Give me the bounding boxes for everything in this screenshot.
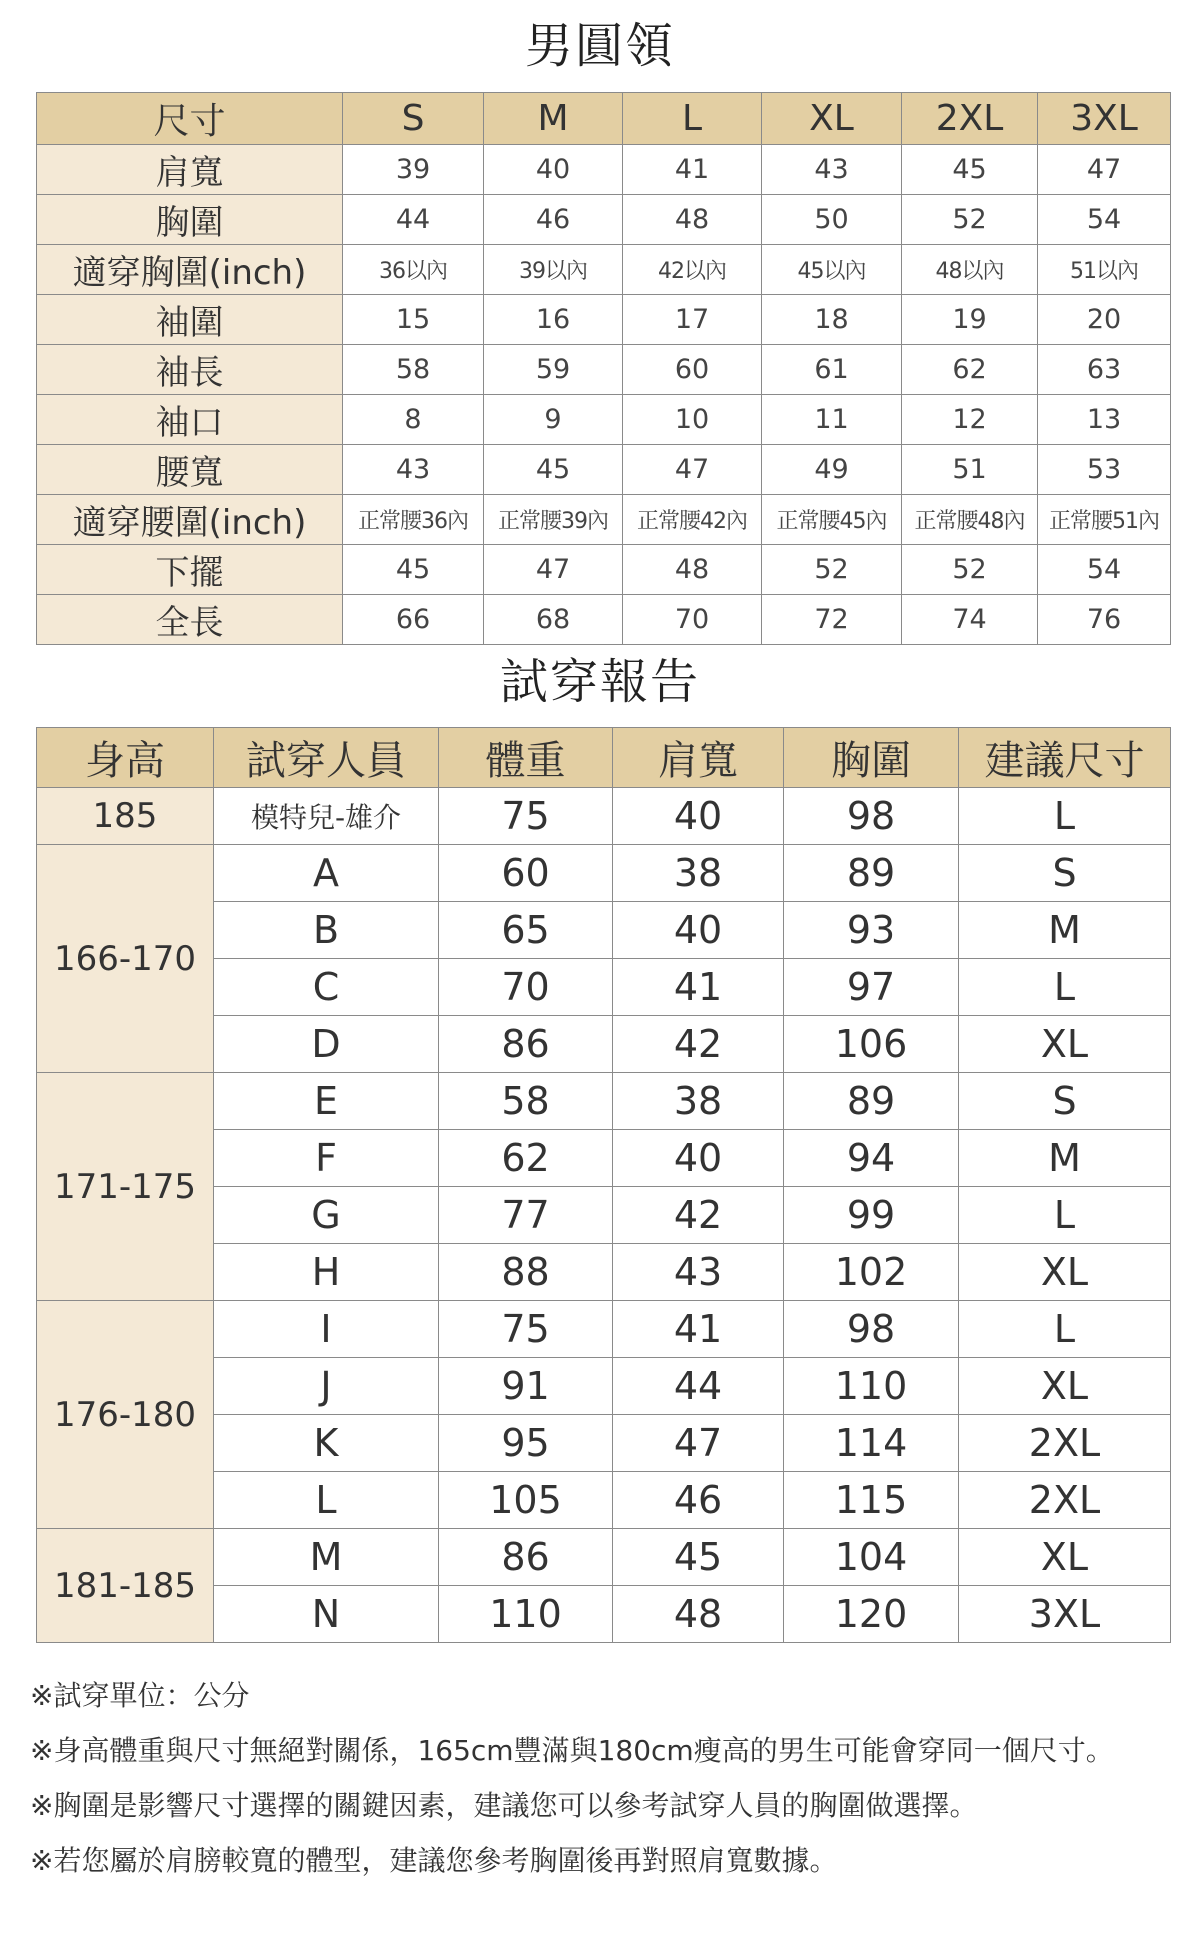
size-cell: 70: [623, 595, 762, 645]
fit-person-cell: N: [214, 1586, 439, 1643]
size-cell: 58: [343, 345, 484, 395]
fit-size-cell: XL: [959, 1244, 1171, 1301]
fit-size-cell: S: [959, 1073, 1171, 1130]
size-header-m: M: [484, 93, 623, 145]
fit-chest-cell: 89: [784, 1073, 959, 1130]
fit-size-cell: 2XL: [959, 1472, 1171, 1529]
size-cell: 45: [902, 145, 1038, 195]
fit-chest-cell: 120: [784, 1586, 959, 1643]
fit-chest-cell: 114: [784, 1415, 959, 1472]
fit-weight-cell: 95: [439, 1415, 613, 1472]
fit-chest-cell: 99: [784, 1187, 959, 1244]
fit-weight-cell: 62: [439, 1130, 613, 1187]
size-row: [37, 345, 1171, 395]
size-cell: 61: [762, 345, 902, 395]
size-cell: 正常腰36內: [343, 495, 484, 545]
size-cell: 74: [902, 595, 1038, 645]
fit-size-cell: 2XL: [959, 1415, 1171, 1472]
note-body-size: ※身高體重與尺寸無絕對關係，165cm豐滿與180cm瘦高的男生可能會穿同一個尺寸。: [30, 1734, 1114, 1767]
fit-shoulder-cell: 48: [613, 1586, 784, 1643]
fit-shoulder-cell: 41: [613, 1301, 784, 1358]
size-row: [37, 395, 1171, 445]
size-row: [37, 245, 1171, 295]
size-cell: 45以內: [762, 245, 902, 295]
size-cell: 72: [762, 595, 902, 645]
size-cell: 46: [484, 195, 623, 245]
fit-person-cell: E: [214, 1073, 439, 1130]
fit-weight-cell: 65: [439, 902, 613, 959]
size-cell: 59: [484, 345, 623, 395]
fit-header-shoulder: 肩寬: [613, 728, 784, 788]
size-chart-title: 男圓領: [524, 18, 675, 74]
size-header-3xl: 3XL: [1038, 93, 1171, 145]
size-cell: 44: [343, 195, 484, 245]
size-cell: 52: [902, 195, 1038, 245]
fit-shoulder-cell: 44: [613, 1358, 784, 1415]
size-cell: 47: [623, 445, 762, 495]
fit-shoulder-cell: 45: [613, 1529, 784, 1586]
size-cell: 45: [484, 445, 623, 495]
size-row: [37, 495, 1171, 545]
fit-person-cell: J: [214, 1358, 439, 1415]
size-header-2xl: 2XL: [902, 93, 1038, 145]
size-cell: 正常腰45內: [762, 495, 902, 545]
fit-shoulder-cell: 46: [613, 1472, 784, 1529]
fit-size-cell: XL: [959, 1358, 1171, 1415]
fit-weight-cell: 77: [439, 1187, 613, 1244]
size-cell: 50: [762, 195, 902, 245]
size-cell: 49: [762, 445, 902, 495]
fit-person-cell: K: [214, 1415, 439, 1472]
fit-header-height: 身高: [37, 728, 214, 788]
fit-weight-cell: 75: [439, 1301, 613, 1358]
fit-header-size: 建議尺寸: [959, 728, 1171, 788]
size-cell: 正常腰39內: [484, 495, 623, 545]
fit-size-cell: L: [959, 959, 1171, 1016]
note-shoulder: ※若您屬於肩膀較寬的體型，建議您參考胸圍後再對照肩寬數據。: [30, 1844, 838, 1877]
note-unit: ※試穿單位：公分: [30, 1679, 250, 1712]
fit-size-cell: L: [959, 1187, 1171, 1244]
size-cell: 8: [343, 395, 484, 445]
fit-chest-cell: 115: [784, 1472, 959, 1529]
fit-shoulder-cell: 40: [613, 902, 784, 959]
fit-row: [37, 845, 1171, 902]
size-cell: 41: [623, 145, 762, 195]
fit-person-cell: D: [214, 1016, 439, 1073]
size-row: [37, 195, 1171, 245]
size-cell: 正常腰42內: [623, 495, 762, 545]
size-cell: 45: [343, 545, 484, 595]
fit-chest-cell: 98: [784, 788, 959, 845]
size-cell: 54: [1038, 195, 1171, 245]
fit-weight-cell: 88: [439, 1244, 613, 1301]
size-header-xl: XL: [762, 93, 902, 145]
fit-weight-cell: 110: [439, 1586, 613, 1643]
fit-row: [37, 1073, 1171, 1130]
fit-header-weight: 體重: [439, 728, 613, 788]
fit-shoulder-cell: 38: [613, 845, 784, 902]
fit-chest-cell: 106: [784, 1016, 959, 1073]
size-header-row: [37, 93, 1171, 145]
fit-person-cell: B: [214, 902, 439, 959]
fit-weight-cell: 91: [439, 1358, 613, 1415]
size-row: [37, 145, 1171, 195]
size-header-l: L: [623, 93, 762, 145]
size-cell: 正常腰48內: [902, 495, 1038, 545]
size-cell: 11: [762, 395, 902, 445]
size-cell: 43: [762, 145, 902, 195]
fit-weight-cell: 86: [439, 1016, 613, 1073]
size-row-label: 適穿腰圍(inch): [37, 495, 343, 545]
fit-shoulder-cell: 38: [613, 1073, 784, 1130]
fit-person-cell: L: [214, 1472, 439, 1529]
fit-person-cell: C: [214, 959, 439, 1016]
note-chest: ※胸圍是影響尺寸選擇的關鍵因素，建議您可以參考試穿人員的胸圍做選擇。: [30, 1789, 978, 1822]
size-cell: 正常腰51內: [1038, 495, 1171, 545]
fit-person-cell: H: [214, 1244, 439, 1301]
fit-report-title: 試穿報告: [499, 654, 700, 710]
size-cell: 76: [1038, 595, 1171, 645]
size-cell: 48: [623, 195, 762, 245]
fit-height-cell: 176-180: [37, 1301, 214, 1529]
size-row: [37, 445, 1171, 495]
fit-chest-cell: 97: [784, 959, 959, 1016]
fit-shoulder-cell: 41: [613, 959, 784, 1016]
size-cell: 62: [902, 345, 1038, 395]
size-row: [37, 295, 1171, 345]
size-cell: 53: [1038, 445, 1171, 495]
fit-weight-cell: 70: [439, 959, 613, 1016]
size-cell: 66: [343, 595, 484, 645]
fit-size-cell: M: [959, 902, 1171, 959]
size-cell: 63: [1038, 345, 1171, 395]
notes: [30, 1668, 1180, 1888]
fit-height-cell: 185: [37, 788, 214, 845]
size-cell: 20: [1038, 295, 1171, 345]
size-row: [37, 545, 1171, 595]
fit-shoulder-cell: 40: [613, 1130, 784, 1187]
size-cell: 48以內: [902, 245, 1038, 295]
fit-person-cell: I: [214, 1301, 439, 1358]
fit-header-row: [37, 728, 1171, 788]
fit-chest-cell: 89: [784, 845, 959, 902]
fit-person-cell: G: [214, 1187, 439, 1244]
fit-size-cell: XL: [959, 1529, 1171, 1586]
fit-person-cell: A: [214, 845, 439, 902]
size-chart-table: [36, 92, 1171, 645]
fit-row: [37, 788, 1171, 845]
fit-shoulder-cell: 43: [613, 1244, 784, 1301]
size-cell: 15: [343, 295, 484, 345]
size-cell: 52: [762, 545, 902, 595]
fit-row: [37, 1301, 1171, 1358]
fit-weight-cell: 75: [439, 788, 613, 845]
size-cell: 47: [1038, 145, 1171, 195]
fit-person-cell: M: [214, 1529, 439, 1586]
size-cell: 13: [1038, 395, 1171, 445]
fit-height-cell: 181-185: [37, 1529, 214, 1643]
size-cell: 19: [902, 295, 1038, 345]
fit-chest-cell: 93: [784, 902, 959, 959]
fit-weight-cell: 58: [439, 1073, 613, 1130]
fit-shoulder-cell: 40: [613, 788, 784, 845]
size-corner-header: 尺寸: [37, 93, 343, 145]
size-cell: 9: [484, 395, 623, 445]
fit-shoulder-cell: 42: [613, 1016, 784, 1073]
fit-size-cell: S: [959, 845, 1171, 902]
size-cell: 36以內: [343, 245, 484, 295]
size-row-label: 肩寬: [37, 145, 343, 195]
size-cell: 12: [902, 395, 1038, 445]
fit-weight-cell: 60: [439, 845, 613, 902]
fit-chest-cell: 102: [784, 1244, 959, 1301]
fit-weight-cell: 86: [439, 1529, 613, 1586]
size-cell: 42以內: [623, 245, 762, 295]
fit-chest-cell: 98: [784, 1301, 959, 1358]
size-cell: 39: [343, 145, 484, 195]
fit-size-cell: M: [959, 1130, 1171, 1187]
size-cell: 39以內: [484, 245, 623, 295]
fit-chest-cell: 110: [784, 1358, 959, 1415]
fit-header-chest: 胸圍: [784, 728, 959, 788]
fit-header-person: 試穿人員: [214, 728, 439, 788]
size-cell: 60: [623, 345, 762, 395]
size-row-label: 全長: [37, 595, 343, 645]
size-cell: 51: [902, 445, 1038, 495]
fit-chest-cell: 94: [784, 1130, 959, 1187]
size-cell: 48: [623, 545, 762, 595]
fit-row: [37, 1529, 1171, 1586]
size-row-label: 腰寬: [37, 445, 343, 495]
fit-weight-cell: 105: [439, 1472, 613, 1529]
size-cell: 52: [902, 545, 1038, 595]
size-cell: 68: [484, 595, 623, 645]
fit-height-cell: 171-175: [37, 1073, 214, 1301]
size-row-label: 袖長: [37, 345, 343, 395]
size-row-label: 袖口: [37, 395, 343, 445]
fit-size-cell: 3XL: [959, 1586, 1171, 1643]
size-header-s: S: [343, 93, 484, 145]
size-row-label: 下擺: [37, 545, 343, 595]
size-cell: 40: [484, 145, 623, 195]
size-cell: 10: [623, 395, 762, 445]
size-cell: 17: [623, 295, 762, 345]
fit-size-cell: L: [959, 788, 1171, 845]
size-cell: 18: [762, 295, 902, 345]
size-row-label: 袖圍: [37, 295, 343, 345]
fit-height-cell: 166-170: [37, 845, 214, 1073]
fit-person-cell: 模特兒-雄介: [214, 788, 439, 845]
size-cell: 16: [484, 295, 623, 345]
fit-shoulder-cell: 42: [613, 1187, 784, 1244]
fit-chest-cell: 104: [784, 1529, 959, 1586]
size-cell: 43: [343, 445, 484, 495]
size-cell: 51以內: [1038, 245, 1171, 295]
fit-size-cell: L: [959, 1301, 1171, 1358]
size-cell: 47: [484, 545, 623, 595]
size-row: [37, 595, 1171, 645]
size-cell: 54: [1038, 545, 1171, 595]
fit-size-cell: XL: [959, 1016, 1171, 1073]
fit-report-table: [36, 727, 1171, 1643]
fit-shoulder-cell: 47: [613, 1415, 784, 1472]
size-row-label: 胸圍: [37, 195, 343, 245]
size-row-label: 適穿胸圍(inch): [37, 245, 343, 295]
fit-person-cell: F: [214, 1130, 439, 1187]
